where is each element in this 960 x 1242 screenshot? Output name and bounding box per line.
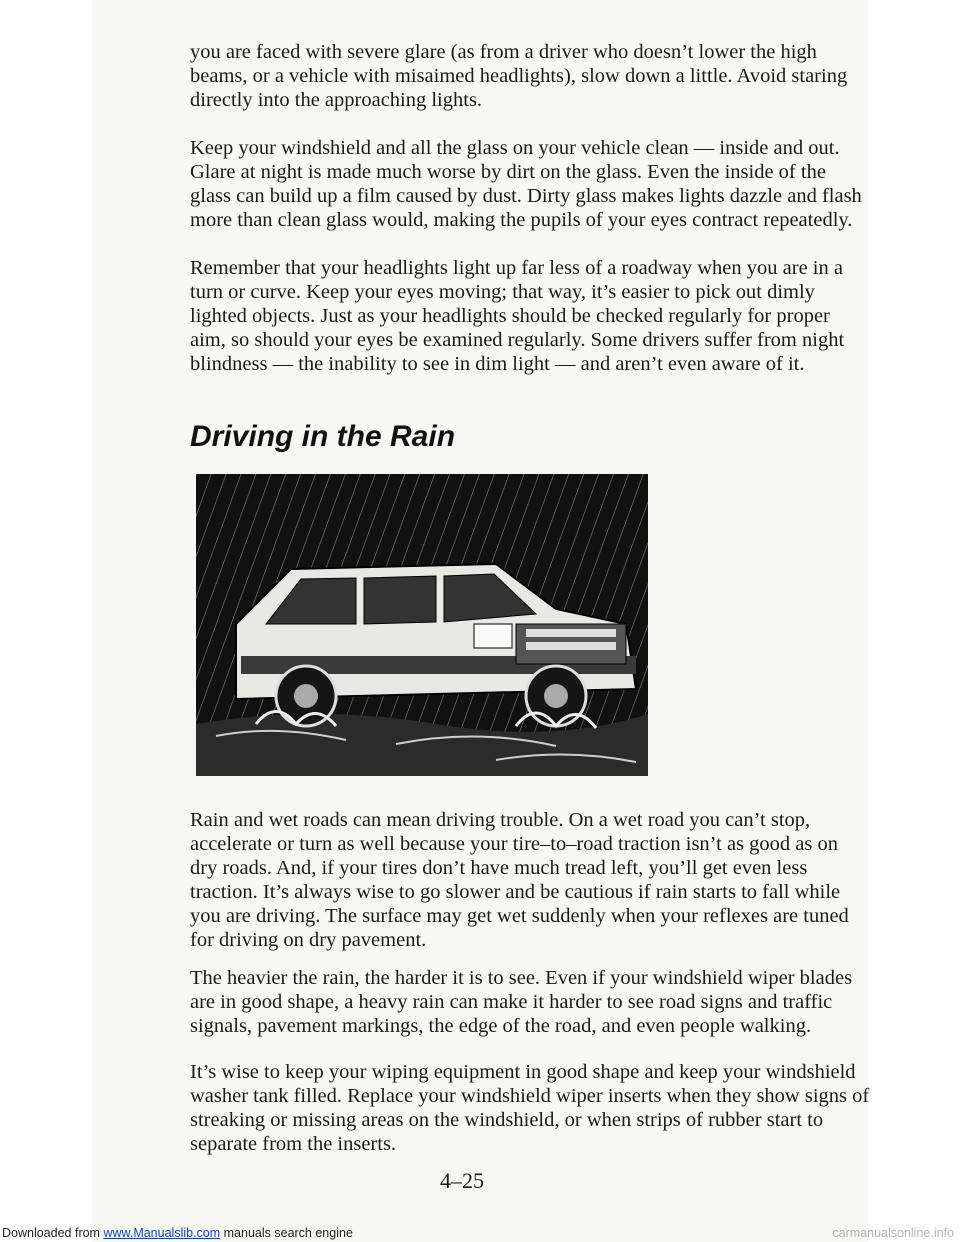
paragraph-clean-glass: Keep your windshield and all the glass on your vehicle clean — inside and out. Glare at night is made much worse by dirt on the glass. Even the inside of the glass can build up a film caused by dust. Dirty glass makes lights dazzle and flash more than clean glass would, making the pupils of your eyes contract repeatedly.	[190, 137, 862, 231]
paragraph-glare: you are faced with severe glare (as from a driver who doesn’t lower the high beams, or a vehicle with misaimed headlights), slow down a little. Avoid staring directly into the approaching lights.	[190, 41, 848, 111]
paragraph-heavy-rain: The heavier the rain, the harder it is to see. Even if your windshield wiper blades are in good shape, a heavy rain can make it harder to see road signs and traffic signals, pavement markings, the edge of the road, and even people walking.	[190, 967, 853, 1037]
paragraph-wet-roads: Rain and wet roads can mean driving trouble. On a wet road you can’t stop, accelerate or turn as well because your tire–to–road traction isn’t as good as on dry roads. And, if your tires don’t have much tread left, you’ll get even less traction. It’s always wise to go slower and be cautious if rain starts to fall while you are driving. The surface may get wet suddenly when your reflexes are tuned for driving on dry pavement.	[190, 809, 849, 951]
download-footer	[0, 1224, 960, 1242]
manualslib-link[interactable]: www.Manualslib.com	[103, 1226, 221, 1240]
rain-driving-illustration	[196, 474, 648, 776]
footer-source	[2, 1224, 353, 1242]
page-number: 4–25	[440, 1168, 484, 1193]
paragraph-headlights-eyes: Remember that your headlights light up far less of a roadway when you are in a turn or curve. Keep your eyes moving; that way, it’s easier to pick out dimly lighted objects. Just as your headlights should be checked regularly for proper aim, so should your eyes be examined regularly. Some drivers suffer from night blindness — the inability to see in dim light — and aren’t even aware of it.	[190, 257, 845, 375]
footer-suffix: manuals search engine	[220, 1226, 353, 1240]
footer-prefix: Downloaded from	[2, 1226, 104, 1240]
vehicle-in-rain-drawing	[196, 474, 648, 776]
watermark: carmanualsonline.info	[832, 1226, 954, 1240]
section-heading: Driving in the Rain	[190, 420, 456, 453]
paragraph-wiping-equipment: It’s wise to keep your wiping equipment in good shape and keep your windshield washer tank filled. Replace your windshield wiper inserts when they show signs of streaking or missing areas on the windshield, or when strips of rubber start to separate from the inserts.	[190, 1061, 870, 1155]
